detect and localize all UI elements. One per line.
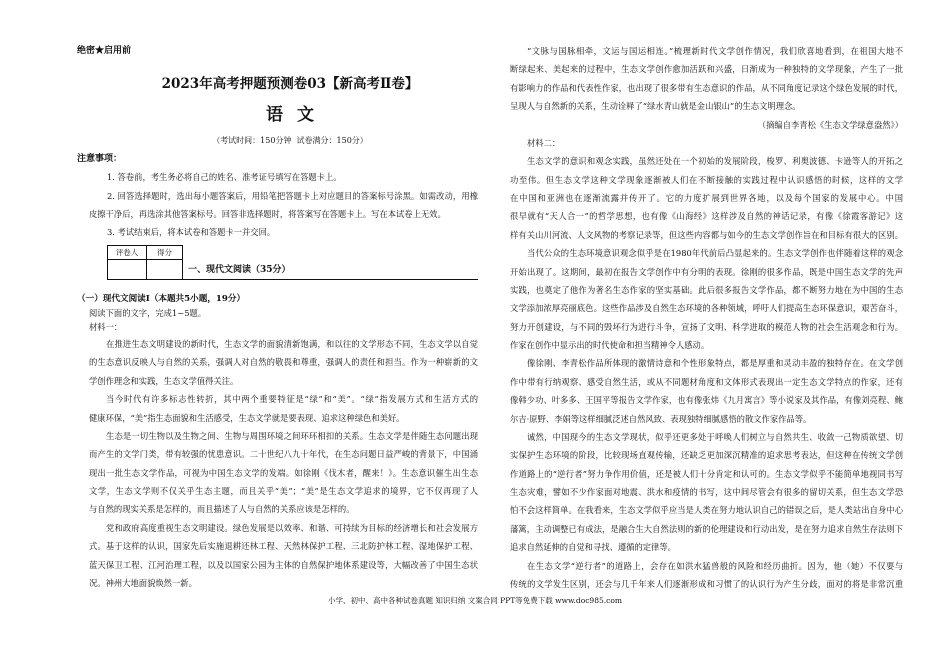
exam-info: （考试时间：150分钟 试卷满分：150分） <box>212 136 368 145</box>
text-line: 样有关山川河流、人文风物的考察记录等，但这些内容都与如今的生态文学创作旨在和目标有很大的区别。 <box>510 229 903 240</box>
note-item: 2. 回答选择题时，选出每小题答案后，用铅笔把答题卡上对应题目的答案标号涂黑。如需改动，用橡 <box>107 191 478 201</box>
text-line: 传统的文学发生区别，还会与几千年来人们逐渐形成和习惯了的认识行为产生分歧，面对的将是非常沉重 <box>510 578 903 589</box>
text-line: 生态文学的意识和观念实践，虽然还处在一个初始的发展阶段，梭罗、利奥波德、卡逊等人的开拓之 <box>527 156 903 167</box>
text-line: 实践，也奠定了他作为著名生态作家的坚实基础。此后很多报告文学作品，都不断努力地在为中国的生态 <box>510 284 903 295</box>
text-line: 追求自然延伸的自觉和寻找、遵循的定律等。 <box>510 542 676 553</box>
confidential-label: 绝密★启用前 <box>77 46 132 56</box>
source-citation: （摘编自李青松《生态文学绿意盎然》） <box>757 119 903 130</box>
text-line: 而产生的文学门类，带有较强的忧患意识。二十世纪八九十年代，在生态问题日益严峻的背景下，中国涌 <box>89 449 478 460</box>
right-column-text <box>510 42 903 593</box>
text-line: 健康环保，“美”指生态面貌和生活感受，生态文学就是要表现、追求这种绿色和美好。 <box>89 412 405 423</box>
score-cell <box>147 260 182 280</box>
text-line: 文学，生态文学则不仅关乎生态主题，而且关乎“美”；“美”是生态文学追求的境界，它不仅再现了人 <box>89 486 478 496</box>
text-line: 作家在创作中显示出的时代使命和担当精神令人感动。 <box>510 340 710 350</box>
text-line: 尔吉·原野、李娟等这样细腻泛述自然风致、表现独特细腻感悟的散文作家作品等。 <box>510 413 812 424</box>
text-line: 怕不会这样简单。在我看来，生态文学似乎应当是人类在努力地认识自己的错误之后，是人类站出自身中心 <box>510 505 903 516</box>
text-line: 当代公众的生态环境意识观念似乎是在1980年代前后凸显起来的。生态文学创作也伴随着这样的观念 <box>527 248 903 259</box>
grader-cell <box>108 260 147 280</box>
text-line: 实保护生态环境的阶段，比较现场直观传输，还缺乏更加深沉精准的追求思考表达，但这种在传统文学创 <box>510 450 903 461</box>
score-header: 得分 <box>157 248 172 257</box>
text-line: 在生态文学“逆行者”的道路上，会存在如洪水猛兽般的风险和经历曲折。因为，他（她）不仅要与 <box>527 560 903 571</box>
text-line: 有影响力的作品和代表性作家，也出现了很多带有生态意识的作品，从不同角度记录这个绿色发展的时代， <box>510 82 903 93</box>
text-line: 诚然，中国现今的生态文学现状，似乎还更多处于呼唤人们树立与自然共生、收敛一己物质欲望、切 <box>527 431 903 442</box>
text-line: 现出一批生态文学作品，可视为中国生态文学的发端。如徐刚《伐木者，醒来！》。生态意识催生出生态 <box>89 467 478 478</box>
text-line: 当今时代有许多标志性转折，其中两个重要特征是“绿”和“美”。“绿”指发展方式和生活方式的 <box>106 394 478 405</box>
text-line: 努力开创建设，与不同的毁坏行为进行斗争，宣扬了文明、科学进取的模范人物的社会生活观念和行为。 <box>510 321 903 332</box>
text-line: 党和政府高度重视生态文明建设。绿色发展是以效率、和谐、可持续为目标的经济增长和社会发展方 <box>106 522 478 533</box>
text-line: 蓝天保卫工程、江河治理工程，以及以国家公园为主体的自然保护地体系建设等，大幅改善了中国生态状 <box>89 559 478 570</box>
text-line: 学创作理念和实践，生态文学值得关注。 <box>89 375 239 386</box>
text-line: 况。神州大地面貌焕然一新。 <box>89 577 197 588</box>
text-line: “文脉与国脉相牵，文运与国运相连。”梳理新时代文学创作情况，我们欣喜地看到，在祖国大地不 <box>527 46 903 56</box>
text-line: 生态是一切生物以及生物之间、生物与周围环境之间环环相扣的关系。生态文学是伴随生态问题出现 <box>106 430 478 441</box>
text-line: 功至伟。但生态文学这种文学现象逐渐被人们在不断接触的实践过程中认识感悟的时候，这样的文学 <box>510 174 903 185</box>
notes-heading: 注意事项： <box>77 154 123 164</box>
text-line: 呈现人与自然新的关系，生动诠释了“绿水青山就是金山银山”的生态文明理念。 <box>510 101 801 112</box>
left-column-text <box>89 335 478 592</box>
text-line: 生态灾难，譬如不少作家面对地震、洪水和疫情的书写，这中间尽管会有很多的留切关系，但生态文学恐 <box>510 487 903 497</box>
score-table-header <box>108 246 182 260</box>
material-1-label: 材料一： <box>89 322 123 332</box>
text-line: 开始出现了。这期间，最初在报告文学创作中有分明的表现。徐刚的很多作品，既是中国生态文学的先声 <box>510 266 903 277</box>
text-line: 断绿起来、美起来的过程中，生态文学创作愈加活跃和兴盛，日渐成为一种独特的文学现象，产生了一批 <box>510 64 903 75</box>
text-line: 作道路上的“逆行者”努力争作用价值，还是被人们十分肯定和认可的。生态文学似乎不能简单地视同书写 <box>510 468 903 479</box>
grader-header: 评卷人 <box>108 246 147 259</box>
score-table-row <box>108 260 182 280</box>
text-line: 文学添加浓厚亮丽底色。这些作品涉及自然生态环境的各种领域，呼吁人们提高生态环保意识，艰苦奋斗， <box>510 303 903 314</box>
subject-title: 语 文 <box>266 105 318 125</box>
text-line: 藩篱，主动调整已有成法，是融合生大自然法则的新的伦理建设和行动出发，是在努力追求自然生存法则下 <box>510 523 903 534</box>
section-divider <box>183 279 478 280</box>
text-line: 与自然的现实关系是怎样的，而且描述了人与自然的关系应该是怎样的。 <box>89 504 355 515</box>
section-heading: 一、现代文阅读（35分） <box>188 265 291 275</box>
text-line: 在推进生态文明建设的新时代，生态文学的面貌清新饱满，和以往的文学形态不同，生态文学以自觉 <box>106 339 478 349</box>
note-item-continued: 皮擦干净后，再选涂其他答案标号。回答非选择题时，将答案写在答题卡上。写在本试卷上无效。 <box>89 209 446 219</box>
text-line: 的生态意识反映人与自然的关系，强调人对自然的敬畏和尊重，强调人的责任和担当。作为一种崭新的文 <box>89 357 478 368</box>
material-2-label: 材料二： <box>527 137 561 148</box>
text-line: 在中国和亚洲也在逐渐流露并传开了。它的力度扩展到世界各地，以及每个国家的发展中心。中国 <box>510 193 903 203</box>
text-line: 作中带有行纳观察、感受自然生活，或从不同题材角度和文体形式表现出一定生态文学特点的作家，还有 <box>510 376 903 387</box>
note-item: 3. 考试结束后，将本试卷和答题卡一并交回。 <box>107 227 276 237</box>
exam-title: 2023年高考押题预测卷03【新高考Ⅱ卷】 <box>161 76 419 92</box>
part-heading: （一）现代文阅读Ⅰ（本题共5小题，19分） <box>77 294 246 304</box>
text-line: 像韩少功、叶多多、王国平等报告文学作家，也有像张炜《九月寓言》等小说家及其作品，有像刘亮程、鲍 <box>510 395 903 406</box>
reading-instruction: 阅读下面的文字，完成1~5题。 <box>89 308 207 318</box>
page-footer: 小学、初中、高中各种试卷真题 知识归纳 文案合同 PPT等免费下载 www.doc985.com <box>328 596 622 605</box>
score-table <box>107 245 183 280</box>
text-line: 很早就有“天人合一”的哲学思想，也有像《山海经》这样涉及自然的神话记录，有像《徐霞客游记》这 <box>510 211 903 222</box>
text-line: 像徐刚、李青松作品所体现的激情诗意和个性形象特点，都是厚重和灵动丰盈的独特存在。在文学创 <box>527 358 903 369</box>
text-line: 式。基于这样的认识，国家先后实施退耕还林工程、天然林保护工程、三北防护林工程、湿地保护工程、 <box>89 541 478 552</box>
note-item: 1. 答卷前，考生务必将自己的姓名、准考证号填写在答题卡上。 <box>107 172 342 182</box>
